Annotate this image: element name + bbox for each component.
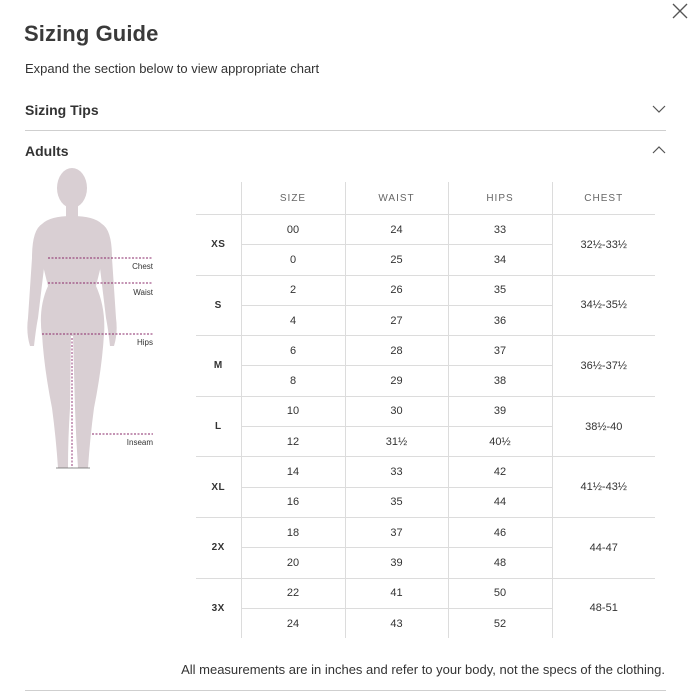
chest-cell: 32½-33½	[552, 215, 655, 276]
hips-cell: 50	[448, 578, 552, 608]
page-title: Sizing Guide	[24, 21, 159, 46]
header-waist: WAIST	[345, 182, 448, 215]
waist-cell: 26	[345, 275, 448, 305]
hips-cell: 46	[448, 517, 552, 547]
divider	[25, 690, 666, 691]
chest-label: Chest	[132, 262, 153, 271]
hips-cell: 39	[448, 396, 552, 426]
chest-cell: 34½-35½	[552, 275, 655, 336]
size-cell: 00	[241, 215, 345, 245]
header-hips: HIPS	[448, 182, 552, 215]
chest-cell: 41½-43½	[552, 457, 655, 518]
table-row	[196, 517, 655, 547]
waist-cell: 31½	[345, 427, 448, 457]
size-cell: 14	[241, 457, 345, 487]
waist-label: Waist	[133, 288, 153, 297]
accordion-label: Adults	[25, 143, 69, 159]
accordion-adults[interactable]	[25, 135, 666, 171]
hips-cell: 52	[448, 608, 552, 638]
hips-cell: 36	[448, 305, 552, 335]
waist-cell: 28	[345, 336, 448, 366]
size-cell: 12	[241, 427, 345, 457]
divider	[25, 130, 666, 131]
chest-cell: 38½-40	[552, 396, 655, 457]
accordion-sizing-tips[interactable]	[25, 94, 666, 130]
size-letter-cell: 2X	[196, 517, 241, 578]
waist-cell: 33	[345, 457, 448, 487]
size-cell: 8	[241, 366, 345, 396]
close-icon	[671, 2, 689, 20]
body-measurement-figure	[20, 168, 160, 473]
size-cell: 24	[241, 608, 345, 638]
waist-cell: 35	[345, 487, 448, 517]
size-letter-cell: 3X	[196, 578, 241, 638]
hips-cell: 33	[448, 215, 552, 245]
waist-cell: 25	[345, 245, 448, 275]
hips-cell: 44	[448, 487, 552, 517]
table-row	[196, 336, 655, 366]
size-letter-cell: XL	[196, 457, 241, 518]
table-header-row	[196, 182, 655, 215]
table-row	[196, 275, 655, 305]
waist-cell: 30	[345, 396, 448, 426]
size-letter-cell: XS	[196, 215, 241, 276]
size-chart-table	[196, 182, 655, 638]
waist-cell: 37	[345, 517, 448, 547]
size-cell: 0	[241, 245, 345, 275]
waist-cell: 27	[345, 305, 448, 335]
waist-cell: 39	[345, 548, 448, 578]
chevron-down-icon	[652, 102, 666, 116]
chest-cell: 44-47	[552, 517, 655, 578]
chest-cell: 36½-37½	[552, 336, 655, 397]
header-chest: CHEST	[552, 182, 655, 215]
size-cell: 20	[241, 548, 345, 578]
chevron-up-icon	[652, 143, 666, 157]
chest-cell: 48-51	[552, 578, 655, 638]
header-size: SIZE	[241, 182, 345, 215]
size-letter-cell: S	[196, 275, 241, 336]
subtitle: Expand the section below to view appropriate chart	[25, 61, 320, 76]
close-button[interactable]	[671, 2, 689, 20]
waist-cell: 43	[345, 608, 448, 638]
waist-cell: 41	[345, 578, 448, 608]
table-row	[196, 215, 655, 245]
hips-cell: 48	[448, 548, 552, 578]
table-row	[196, 396, 655, 426]
size-cell: 6	[241, 336, 345, 366]
hips-label: Hips	[136, 338, 153, 347]
hips-cell: 38	[448, 366, 552, 396]
size-letter-cell: L	[196, 396, 241, 457]
hips-cell: 35	[448, 275, 552, 305]
footnote: All measurements are in inches and refer to your body, not the specs of the clothing.	[181, 662, 665, 677]
size-cell: 22	[241, 578, 345, 608]
table-row	[196, 457, 655, 487]
size-cell: 16	[241, 487, 345, 517]
size-cell: 2	[241, 275, 345, 305]
header-letter	[196, 182, 241, 215]
waist-cell: 24	[345, 215, 448, 245]
accordion-label: Sizing Tips	[25, 102, 99, 118]
size-cell: 18	[241, 517, 345, 547]
size-cell: 10	[241, 396, 345, 426]
table-row	[196, 578, 655, 608]
inseam-label: Inseam	[126, 438, 153, 447]
hips-cell: 40½	[448, 427, 552, 457]
size-cell: 4	[241, 305, 345, 335]
size-letter-cell: M	[196, 336, 241, 397]
hips-cell: 42	[448, 457, 552, 487]
waist-cell: 29	[345, 366, 448, 396]
hips-cell: 37	[448, 336, 552, 366]
hips-cell: 34	[448, 245, 552, 275]
